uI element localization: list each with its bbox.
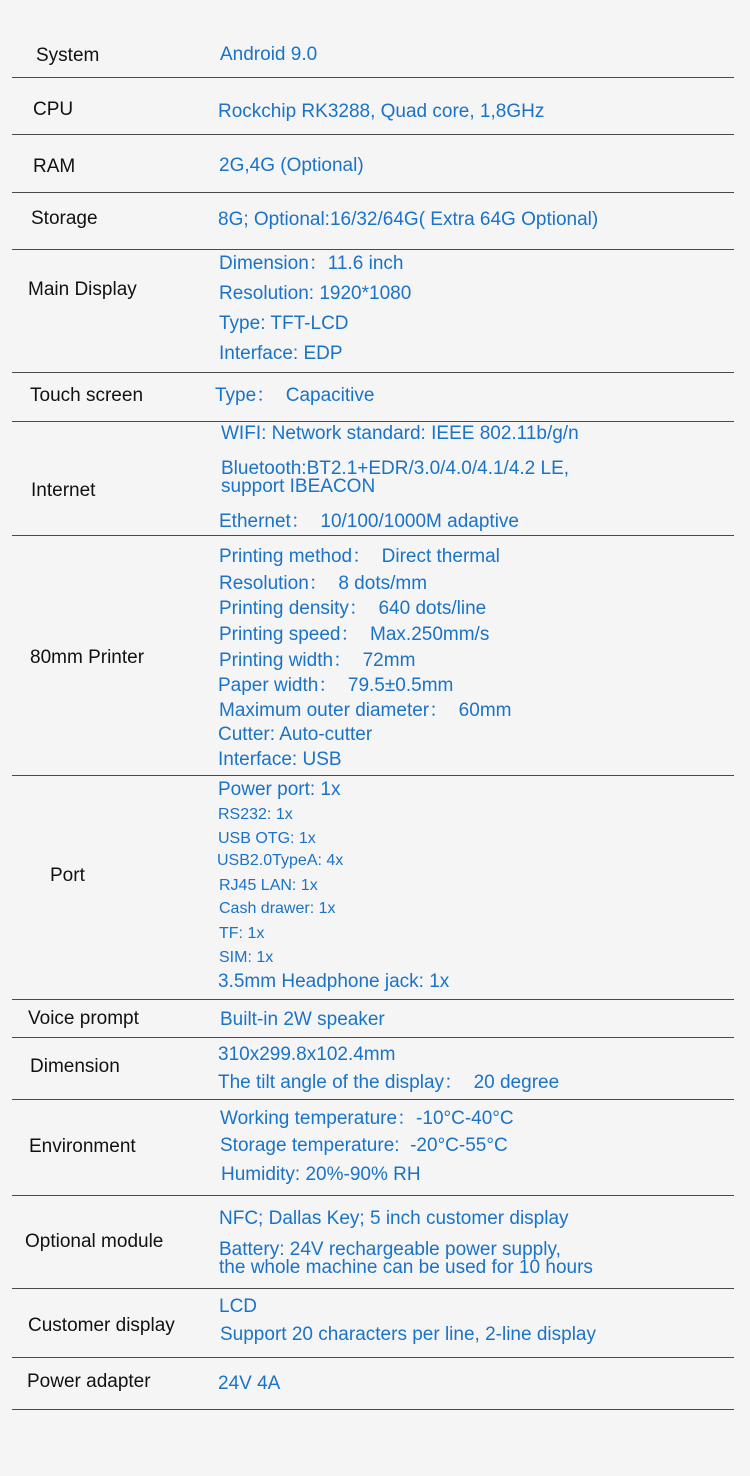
row-value: Printing method： Direct thermal <box>219 546 500 567</box>
row-value: Interface: EDP <box>219 343 343 364</box>
spec-row-optional-module <box>12 1196 734 1289</box>
row-label: System <box>36 45 100 66</box>
row-value: Ethernet： 10/100/1000M adaptive <box>219 511 519 532</box>
row-label: Touch screen <box>30 385 144 406</box>
row-value: Humidity: 20%-90% RH <box>221 1164 421 1185</box>
row-value: Power port: 1x <box>218 779 341 800</box>
row-value: LCD <box>219 1296 258 1317</box>
row-label: RAM <box>33 156 76 177</box>
row-value: RS232: 1x <box>218 806 293 823</box>
row-value: Android 9.0 <box>220 44 318 65</box>
row-label: Power adapter <box>27 1371 151 1392</box>
row-value: Resolution: 1920*1080 <box>219 283 412 304</box>
row-value: Support 20 characters per line, 2-line display <box>220 1324 596 1345</box>
row-value: Maximum outer diameter： 60mm <box>219 700 512 721</box>
spec-row-cpu <box>12 78 734 135</box>
row-label: CPU <box>33 99 74 120</box>
row-label: Optional module <box>25 1231 164 1252</box>
row-value: TF: 1x <box>219 925 265 942</box>
row-value: 310x299.8x102.4mm <box>218 1044 396 1065</box>
row-value: Resolution： 8 dots/mm <box>219 573 428 594</box>
row-label: Voice prompt <box>28 1008 139 1029</box>
row-value: 3.5mm Headphone jack: 1x <box>218 971 450 992</box>
row-value: Type: TFT-LCD <box>219 313 349 334</box>
row-label: Main Display <box>28 279 137 300</box>
row-value: 24V 4A <box>218 1373 281 1394</box>
spec-row-port <box>12 776 734 1000</box>
spec-row-ram <box>12 135 734 193</box>
row-value: Printing speed： Max.250mm/s <box>219 624 490 645</box>
row-value: Dimension：11.6 inch <box>219 253 404 274</box>
spec-row-main-display <box>12 250 734 373</box>
row-value: Storage temperature: -20°C-55°C <box>220 1135 508 1156</box>
row-value: USB2.0TypeA: 4x <box>217 852 344 869</box>
row-value: WIFI: Network standard: IEEE 802.11b/g/n <box>221 423 579 444</box>
row-label: Customer display <box>28 1315 175 1336</box>
spec-row-customer-display <box>12 1289 734 1358</box>
row-value: The tilt angle of the display： 20 degree <box>218 1072 560 1093</box>
spec-row-dimension <box>12 1038 734 1100</box>
spec-row-voice-prompt <box>12 1000 734 1038</box>
row-value: Rockchip RK3288, Quad core, 1,8GHz <box>218 101 545 122</box>
spec-row-touch-screen <box>12 373 734 422</box>
row-value: Built-in 2W speaker <box>220 1009 385 1030</box>
row-label: Internet <box>31 480 96 501</box>
row-value: Working temperature：-10°C-40°C <box>220 1108 514 1129</box>
row-value: Type： Capacitive <box>215 385 375 406</box>
spec-row-power-adapter <box>12 1358 734 1410</box>
row-value: Cash drawer: 1x <box>219 900 336 917</box>
row-value: 2G,4G (Optional) <box>219 155 364 176</box>
row-value: USB OTG: 1x <box>218 830 316 847</box>
row-label: Port <box>50 865 85 886</box>
row-value: SIM: 1x <box>219 949 274 966</box>
spec-row-system <box>12 0 734 78</box>
spec-row-environment <box>12 1100 734 1196</box>
row-value: Cutter: Auto-cutter <box>218 724 373 745</box>
row-value: Interface: USB <box>218 749 342 770</box>
spec-row-printer <box>12 536 734 776</box>
row-value: NFC; Dallas Key; 5 inch customer display <box>219 1208 569 1229</box>
row-value: RJ45 LAN: 1x <box>219 877 318 894</box>
spec-row-storage <box>12 193 734 250</box>
row-label: Environment <box>29 1136 136 1157</box>
row-value: Paper width： 79.5±0.5mm <box>218 675 454 696</box>
row-value: Bluetooth:BT2.1+EDR/3.0/4.0/4.1/4.2 LE, support IBEACON <box>221 458 570 497</box>
row-label: Storage <box>31 208 98 229</box>
row-value: Printing density： 640 dots/line <box>219 598 487 619</box>
row-value: Battery: 24V rechargeable power supply, the whole machine can be used for 10 hours <box>219 1239 593 1278</box>
row-label: Dimension <box>30 1056 120 1077</box>
row-value: Printing width： 72mm <box>219 650 416 671</box>
row-value: 8G; Optional:16/32/64G( Extra 64G Optional) <box>218 209 599 230</box>
row-label: 80mm Printer <box>30 647 145 668</box>
spec-row-internet <box>12 422 734 536</box>
